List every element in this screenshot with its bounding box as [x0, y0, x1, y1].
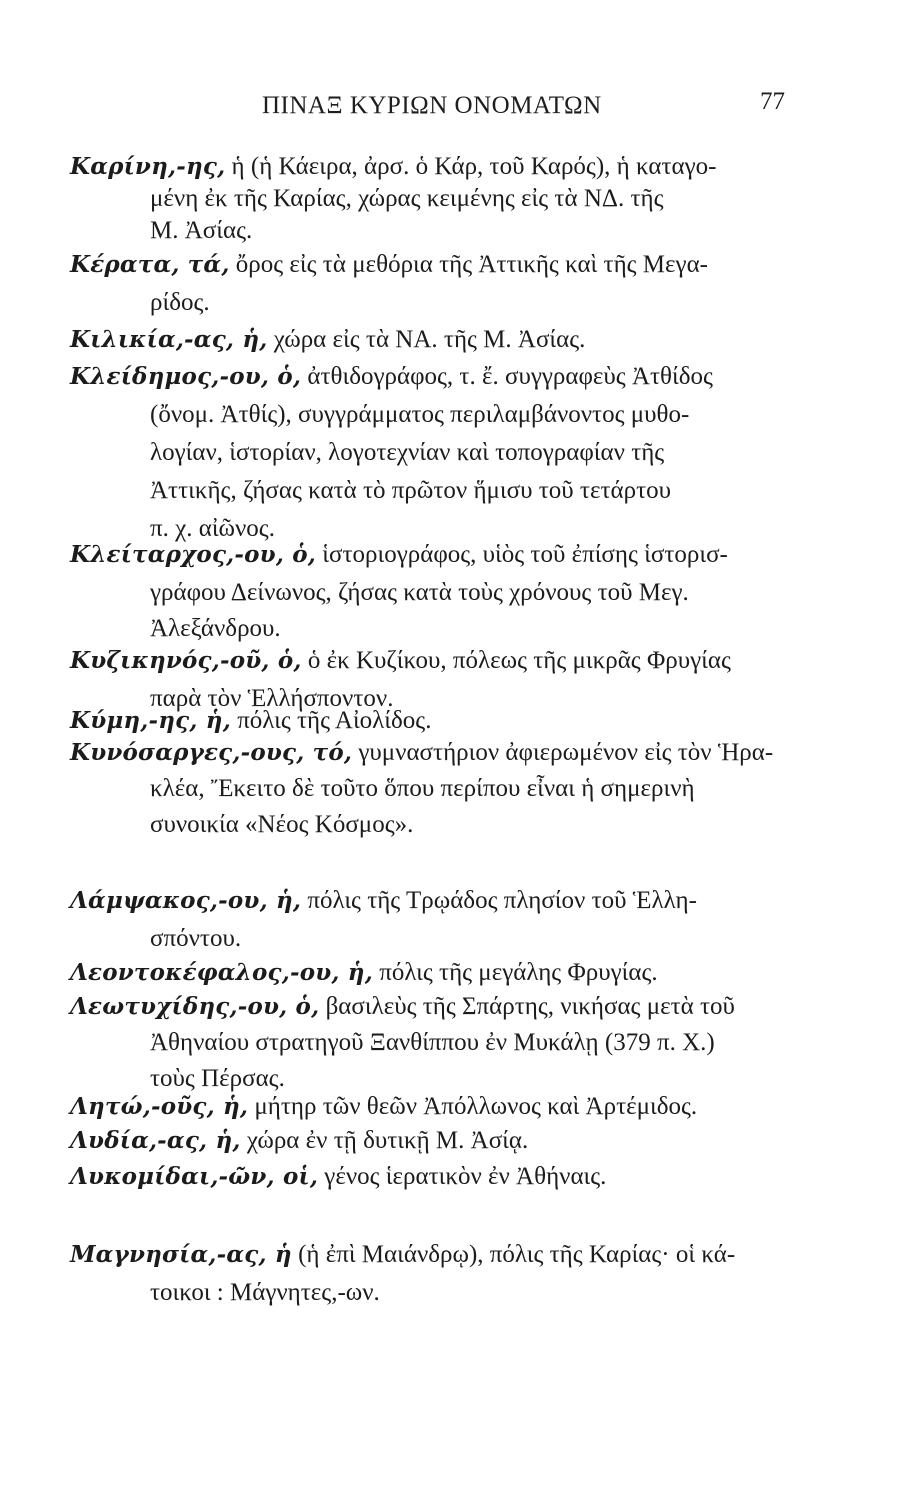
- entry-headword: Λητώ,-οῦς, ἡ,: [70, 1093, 249, 1120]
- entry-first-line: [70, 1092, 697, 1122]
- entry-text-line: γυμναστήριον ἀφιερωμένον εἰς τὸν Ἡρα-: [352, 739, 774, 766]
- entry-headword: Κυνόσαργες,-ους, τό,: [70, 739, 353, 766]
- entry-text-line: γράφου Δείνωνος, ζήσας κατὰ τοὺς χρόνους τοῦ Μεγ.: [150, 579, 689, 606]
- entry-text-line: ἀτθιδογράφος, τ. ἔ. συγγραφεὺς Ἀτθίδος: [301, 363, 713, 390]
- entry-headword: Κλείταρχος,-ου, ὁ,: [70, 541, 316, 568]
- entry-headword: Κυζικηνός,-οῦ, ὁ,: [70, 647, 302, 674]
- entry-text-line: μήτηρ τῶν θεῶν Ἀπόλλωνος καὶ Ἀρτέμιδος.: [248, 1093, 698, 1120]
- entry-text-line: ὁ ἐκ Κυζίκου, πόλεως τῆς μικρᾶς Φρυγίας: [301, 647, 731, 674]
- entry-text-line: λογίαν, ἱστορίαν, λογοτεχνίαν καὶ τοπογραφίαν τῆς: [150, 439, 665, 466]
- entry-text-line: τοὺς Πέρσας.: [150, 1065, 285, 1092]
- entry-text-line: κλέα, Ἔκειτο δὲ τοῦτο ὅπου περίπου εἶναι ἡ σημερινὴ: [150, 775, 695, 802]
- entry-headword: Καρίνη,-ης,: [70, 153, 226, 180]
- entry-first-line: [70, 992, 735, 1022]
- entry-text-line: γένος ἱερατικὸν ἐν Ἀθήναις.: [318, 1163, 607, 1190]
- entry-text-line: παρὰ τὸν Ἑλλήσποντον.: [150, 685, 394, 712]
- entry-first-line: [70, 540, 728, 570]
- entry-headword: Λεοντοκέφαλος,-ου, ἡ,: [70, 959, 373, 986]
- entry-first-line: [70, 646, 731, 676]
- entry-headword: Μαγνησία,-ας, ἡ: [70, 1241, 292, 1268]
- entry-first-line: [70, 1162, 606, 1192]
- entry-headword: Κέρατα, τά,: [70, 251, 230, 278]
- entry-text-line: (ἡ ἐπὶ Μαιάνδρῳ), πόλις τῆς Καρίας· οἱ κά-: [291, 1241, 736, 1268]
- entry-text-line: σπόντου.: [150, 925, 242, 952]
- page-number: 77: [760, 88, 785, 115]
- entry-first-line: [70, 738, 773, 768]
- entry-text-line: ρίδος.: [150, 289, 210, 316]
- entry-first-line: [70, 250, 708, 280]
- entry-headword: Λεωτυχίδης,-ου, ὁ,: [70, 993, 320, 1020]
- entry-first-line: [70, 152, 716, 182]
- entry-headword: Κύμη,-ης, ἡ,: [70, 707, 231, 734]
- entry-text-line: Ἀλεξάνδρου.: [150, 615, 281, 642]
- entry-first-line: [70, 1126, 528, 1156]
- entry-headword: Λυκομίδαι,-ῶν, οἱ,: [70, 1163, 319, 1190]
- entry-text-line: Ἀθηναίου στρατηγοῦ Ξανθίππου ἐν Μυκάλῃ (379 π. Χ.): [150, 1029, 715, 1056]
- running-head-title: ΠΙΝΑΞ ΚΥΡΙΩΝ ΟΝΟΜΑΤΩΝ: [262, 92, 602, 119]
- entry-text-line: συνοικία «Νέος Κόσμος».: [150, 811, 414, 838]
- entry-text-line: Μ. Ἀσίας.: [150, 217, 253, 244]
- entry-text-line: (ὄνομ. Ἀτθίς), συγγράμματος περιλαμβάνοντος μυθο-: [150, 401, 690, 428]
- entry-first-line: [70, 706, 431, 736]
- entry-text-line: Ἀττικῆς, ζήσας κατὰ τὸ πρῶτον ἥμισυ τοῦ τετάρτου: [150, 477, 672, 504]
- entry-headword: Λάμψακος,-ου, ἡ,: [70, 887, 302, 914]
- entry-headword: Κιλικία,-ας, ἡ,: [70, 326, 268, 353]
- entry-first-line: [70, 362, 713, 392]
- entry-headword: Λυδία,-ας, ἡ,: [70, 1127, 241, 1154]
- entry-text-line: π. χ. αἰῶνος.: [150, 515, 275, 542]
- entry-text-line: ἱστοριογράφος, υἱὸς τοῦ ἐπίσης ἱστορισ-: [316, 541, 728, 568]
- entry-text-line: πόλις τῆς μεγάλης Φρυγίας.: [372, 959, 658, 986]
- entry-text-line: τοικοι : Μάγνητες,-ων.: [150, 1279, 380, 1306]
- entry-first-line: [70, 886, 697, 916]
- entry-text-line: ὄρος εἰς τὰ μεθόρια τῆς Ἀττικῆς καὶ τῆς Μεγα-: [229, 251, 709, 278]
- entry-first-line: [70, 1240, 735, 1270]
- entry-first-line: [70, 958, 658, 988]
- entry-text-line: βασιλεὺς τῆς Σπάρτης, νικήσας μετὰ τοῦ: [319, 993, 735, 1020]
- entry-text-line: μένη ἐκ τῆς Καρίας, χώρας κειμένης εἰς τὰ ΝΔ. τῆς: [150, 185, 664, 212]
- entry-first-line: [70, 325, 585, 355]
- entry-text-line: χώρα ἐν τῇ δυτικῇ Μ. Ἀσίᾳ.: [240, 1127, 529, 1154]
- entry-text-line: χώρα εἰς τὰ ΝΑ. τῆς Μ. Ἀσίας.: [267, 326, 586, 353]
- entry-text-line: πόλις τῆς Τρῳάδος πλησίον τοῦ Ἑλλη-: [301, 887, 697, 914]
- entry-headword: Κλείδημος,-ου, ὁ,: [70, 363, 302, 390]
- entry-text-line: πόλις τῆς Αἰολίδος.: [230, 707, 432, 734]
- entry-text-line: ἡ (ἡ Κάειρα, ἀρσ. ὁ Κάρ, τοῦ Καρός), ἡ καταγο-: [225, 153, 717, 180]
